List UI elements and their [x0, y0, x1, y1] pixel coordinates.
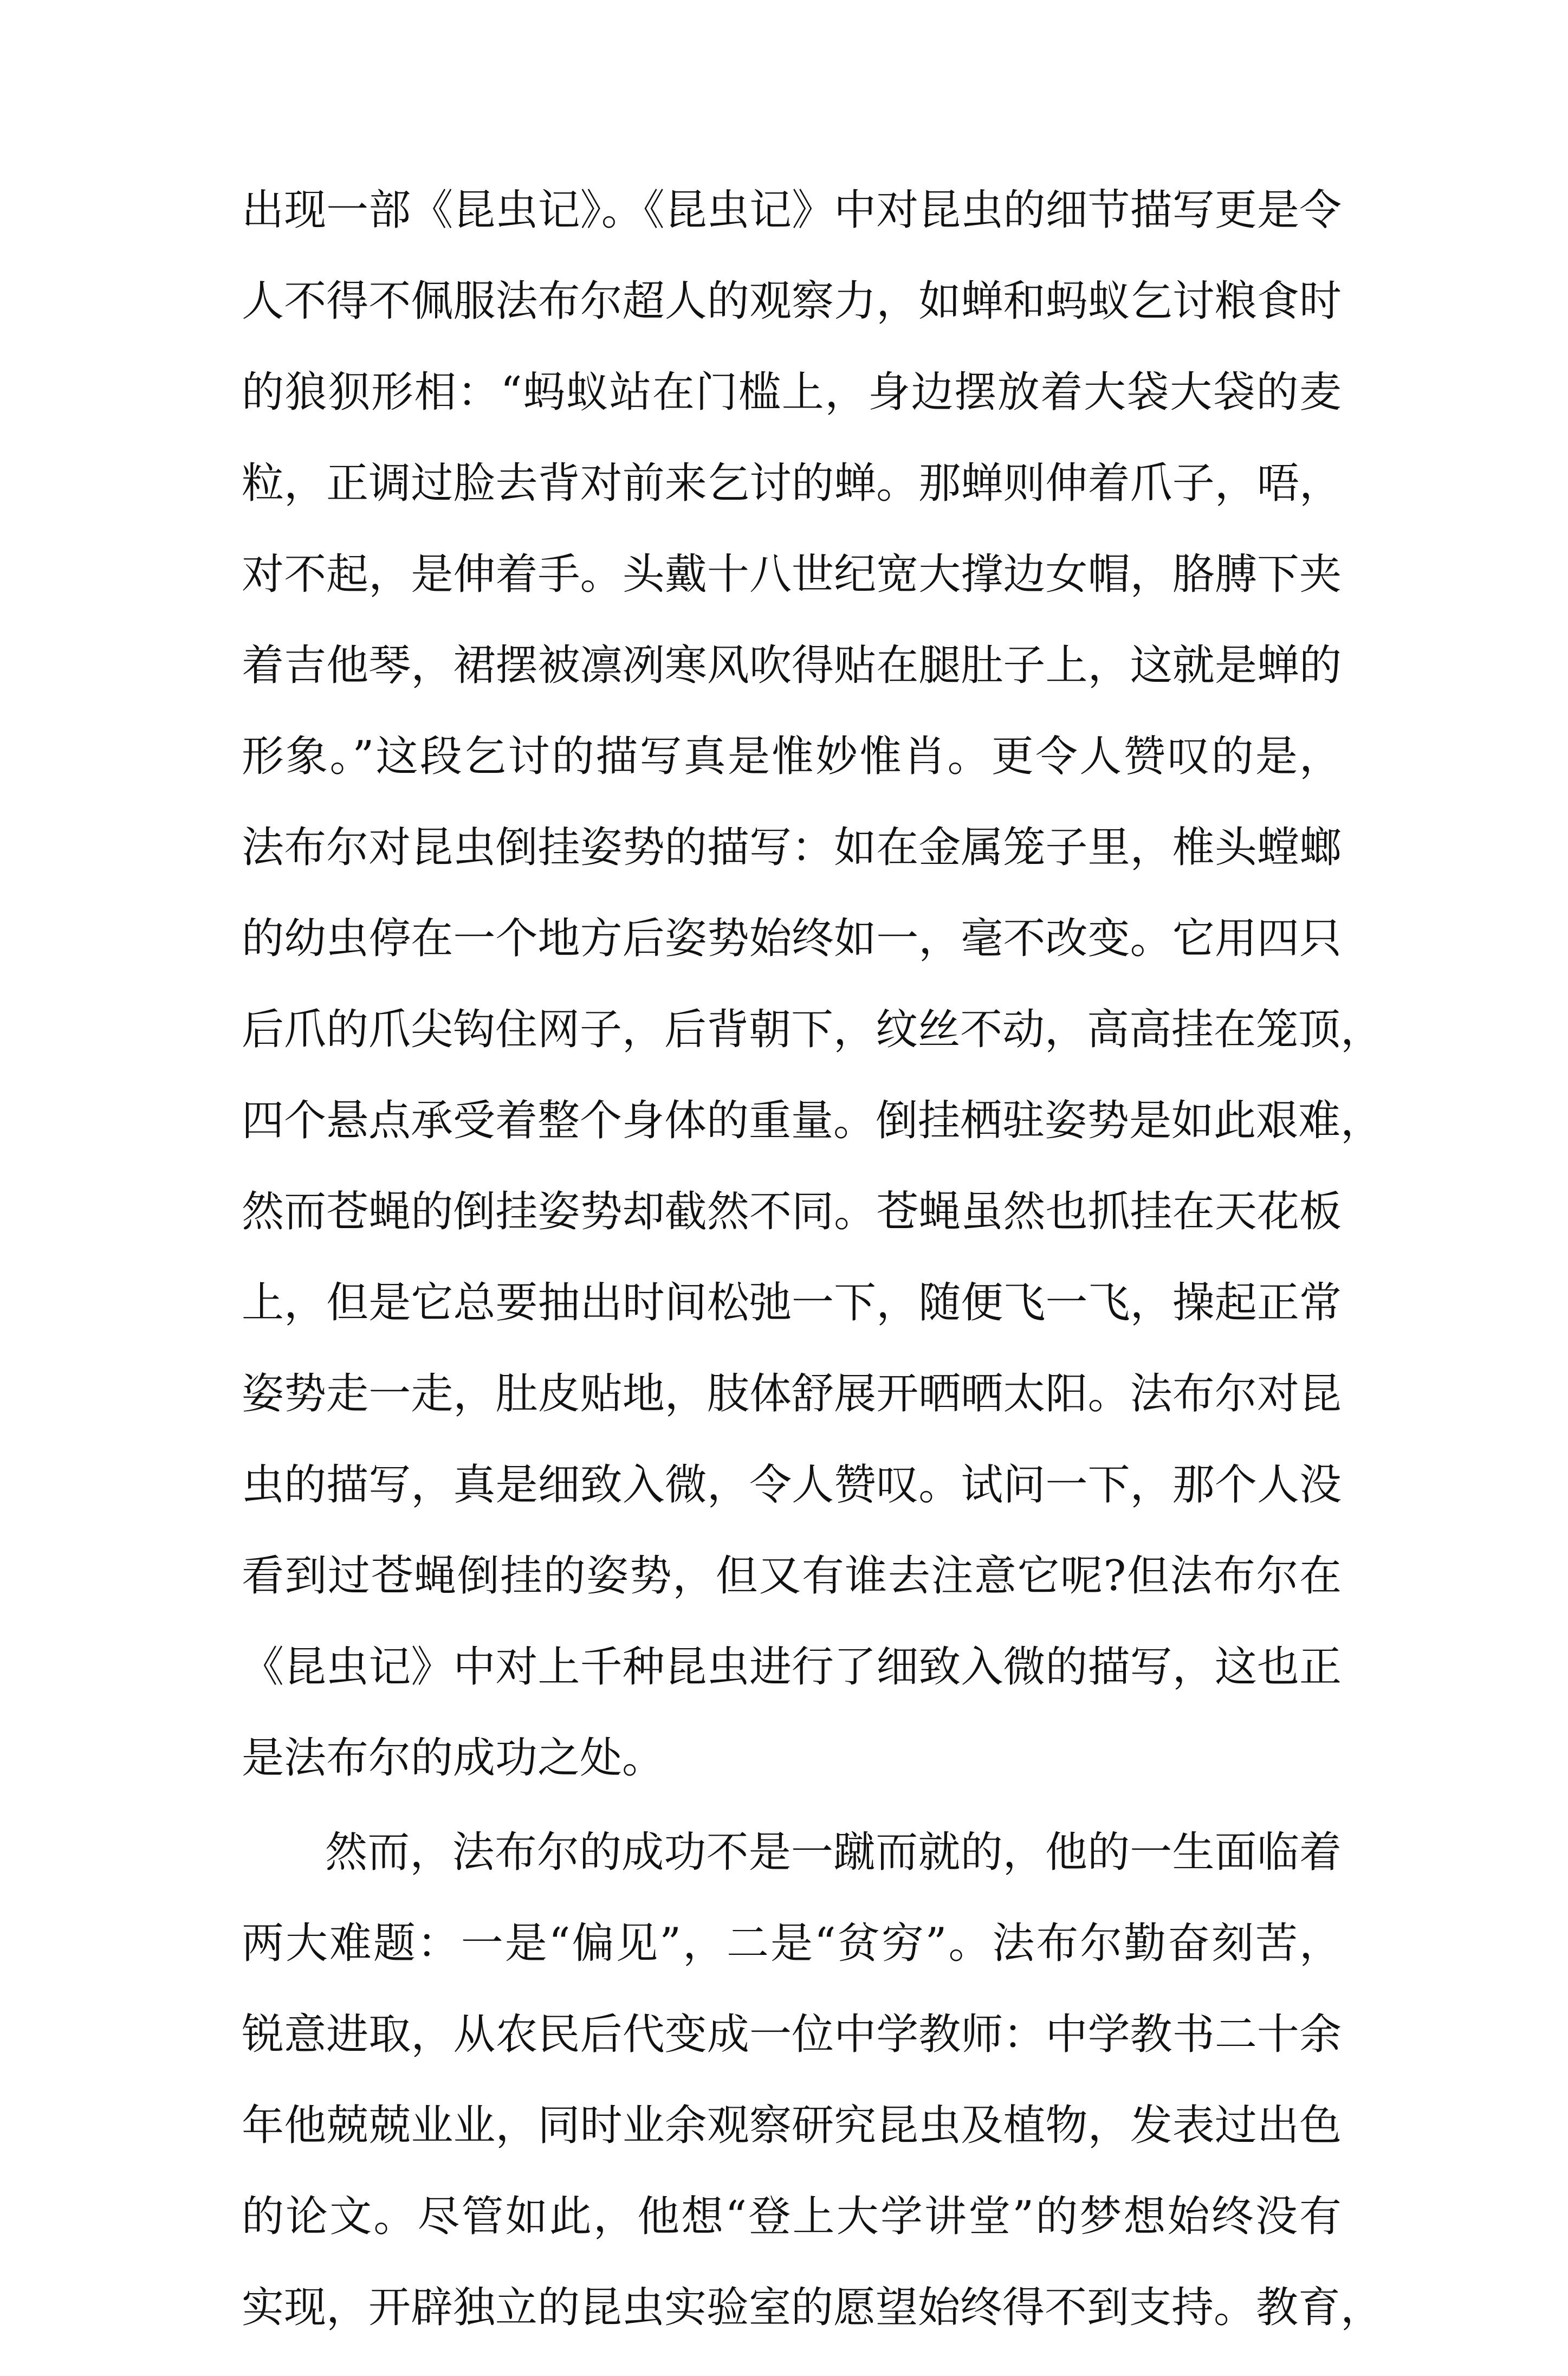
text-line: 粒，正调过脸去背对前来乞讨的蝉。那蝉则伸着爪子，唔，	[242, 459, 1342, 508]
text-line: 两大难题：一是“偏见”，二是“贫穷”。法布尔勤奋刻苦，	[242, 1919, 1342, 1968]
text-line: 形象。”这段乞讨的描写真是惟妙惟肖。更令人赞叹的是，	[242, 732, 1342, 781]
text-line: 对不起，是伸着手。头戴十八世纪宽大撑边女帽，胳膊下夹	[242, 550, 1342, 599]
text-line: 虫的描写，真是细致入微，令人赞叹。试问一下，那个人没	[242, 1461, 1342, 1509]
text-line: 出现一部《昆虫记》。《昆虫记》中对昆虫的细节描写更是令	[242, 186, 1342, 235]
text-line: 看到过苍蝇倒挂的姿势，但又有谁去注意它呢?但法布尔在	[242, 1552, 1342, 1600]
text-line: 然而苍蝇的倒挂姿势却截然不同。苍蝇虽然也抓挂在天花板	[242, 1187, 1342, 1236]
paragraph-2	[242, 1828, 1383, 2332]
text-line: 是法布尔的成功之处。	[242, 1734, 665, 1783]
text-line: 然而，法布尔的成功不是一蹴而就的，他的一生面临着	[325, 1828, 1342, 1877]
text-line: 锐意进取，从农民后代变成一位中学教师：中学教书二十余	[242, 2010, 1342, 2059]
text-line: 的狼狈形相：“蚂蚁站在门槛上，身边摆放着大袋大袋的麦	[242, 368, 1342, 417]
text-line: 的论文。尽管如此，他想“登上大学讲堂”的梦想始终没有	[242, 2192, 1342, 2241]
text-line: 年他兢兢业业，同时业余观察研究昆虫及植物，发表过出色	[242, 2101, 1342, 2150]
text-line: 上，但是它总要抽出时间松弛一下，随便飞一飞，操起正常	[242, 1279, 1342, 1327]
text-line: 着吉他琴，裙摆被凛冽寒风吹得贴在腿肚子上，这就是蝉的	[242, 641, 1342, 690]
text-line: 《昆虫记》中对上千种昆虫进行了细致入微的描写，这也正	[242, 1643, 1342, 1691]
body-text	[242, 186, 1383, 2376]
text-line: 人不得不佩服法布尔超人的观察力，如蝉和蚂蚁乞讨粮食时	[242, 277, 1342, 326]
text-line: 四个悬点承受着整个身体的重量。倒挂栖驻姿势是如此艰难，	[242, 1096, 1383, 1145]
text-line: 姿势走一走，肚皮贴地，肢体舒展开晒晒太阳。法布尔对昆	[242, 1370, 1342, 1418]
paragraph-1	[242, 186, 1383, 1783]
text-line: 法布尔对昆虫倒挂姿势的描写：如在金属笼子里，椎头螳螂	[242, 823, 1342, 872]
text-line: 实现，开辟独立的昆虫实验室的愿望始终得不到支持。教育，	[242, 2283, 1383, 2332]
text-line: 后爪的爪尖钩住网子，后背朝下，纹丝不动，高高挂在笼顶，	[242, 1005, 1383, 1054]
text-line: 的幼虫停在一个地方后姿势始终如一，毫不改变。它用四只	[242, 914, 1342, 963]
